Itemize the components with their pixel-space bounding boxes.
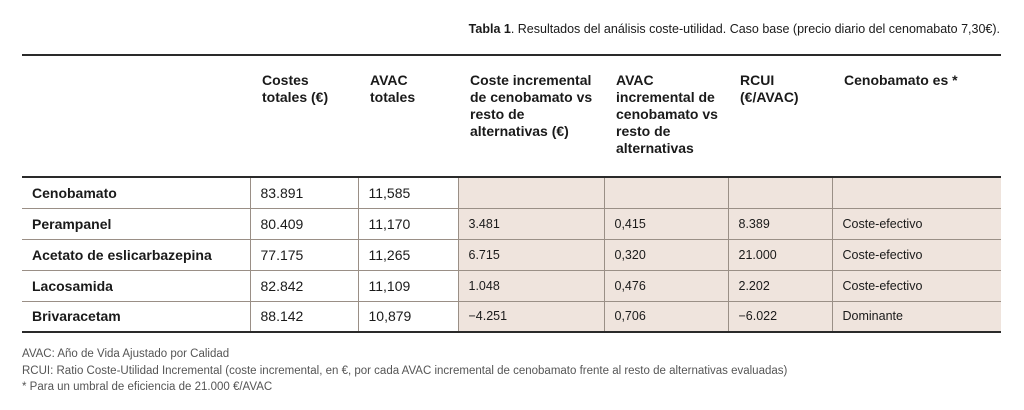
rcui: 21.000 xyxy=(728,239,832,270)
avac-incremental: 0,415 xyxy=(604,208,728,239)
rcui: 2.202 xyxy=(728,270,832,301)
drug-name: Acetato de eslicarbazepina xyxy=(22,239,250,270)
header-coste-incremental: Coste incremental de cenobamato vs resto de alternativas (€) xyxy=(470,72,593,139)
rcui: 8.389 xyxy=(728,208,832,239)
note-rcui: RCUI: Ratio Coste-Utilidad Incremental (coste incremental, en €, por cada AVAC incremental de cenobamato frente al resto de alternativas evaluadas) xyxy=(22,364,788,377)
cenobamato-es xyxy=(832,177,1001,208)
cenobamato-es: Coste-efectivo xyxy=(832,208,1001,239)
table-row xyxy=(22,208,1001,239)
header-row xyxy=(22,55,1001,177)
header-avac-incremental: AVAC incremental de cenobamato vs resto de alternativas xyxy=(616,72,718,156)
avac-totales: 11,170 xyxy=(358,208,458,239)
costes-totales: 83.891 xyxy=(250,177,358,208)
avac-incremental: 0,476 xyxy=(604,270,728,301)
header-rcui: RCUI (€/AVAC) xyxy=(740,72,799,105)
table-row xyxy=(22,239,1001,270)
rcui xyxy=(728,177,832,208)
avac-totales: 11,265 xyxy=(358,239,458,270)
table-row xyxy=(22,177,1001,208)
costes-totales: 77.175 xyxy=(250,239,358,270)
cenobamato-es: Coste-efectivo xyxy=(832,239,1001,270)
avac-incremental: 0,706 xyxy=(604,301,728,332)
table-row xyxy=(22,301,1001,332)
header-avac-totales: AVAC totales xyxy=(370,72,416,105)
costes-totales: 82.842 xyxy=(250,270,358,301)
coste-incremental xyxy=(458,177,604,208)
header-cell xyxy=(22,55,250,177)
avac-incremental xyxy=(604,177,728,208)
caption-text: . Resultados del análisis coste-utilidad. Caso base (precio diario del cenomabato 7,30€). xyxy=(510,22,1000,36)
avac-totales: 11,109 xyxy=(358,270,458,301)
coste-incremental: 1.048 xyxy=(458,270,604,301)
rcui: −6.022 xyxy=(728,301,832,332)
costes-totales: 80.409 xyxy=(250,208,358,239)
table-row xyxy=(22,270,1001,301)
note-umbral: * Para un umbral de eficiencia de 21.000 €/AVAC xyxy=(22,381,273,393)
results-table xyxy=(22,54,1001,333)
avac-incremental: 0,320 xyxy=(604,239,728,270)
header-costes-totales: Costes totales (€) xyxy=(262,72,329,105)
avac-totales: 10,879 xyxy=(358,301,458,332)
caption-label: Tabla 1 xyxy=(468,22,511,36)
table-caption xyxy=(469,22,1000,36)
header-cenobamato-es: Cenobamato es * xyxy=(844,72,958,88)
coste-incremental: −4.251 xyxy=(458,301,604,332)
coste-incremental: 3.481 xyxy=(458,208,604,239)
costes-totales: 88.142 xyxy=(250,301,358,332)
drug-name: Cenobamato xyxy=(22,177,250,208)
drug-name: Lacosamida xyxy=(22,270,250,301)
table-notes xyxy=(22,346,787,396)
note-avac: AVAC: Año de Vida Ajustado por Calidad xyxy=(22,348,230,360)
cenobamato-es: Coste-efectivo xyxy=(832,270,1001,301)
drug-name: Brivaracetam xyxy=(22,301,250,332)
avac-totales: 11,585 xyxy=(358,177,458,208)
drug-name: Perampanel xyxy=(22,208,250,239)
coste-incremental: 6.715 xyxy=(458,239,604,270)
cenobamato-es: Dominante xyxy=(832,301,1001,332)
